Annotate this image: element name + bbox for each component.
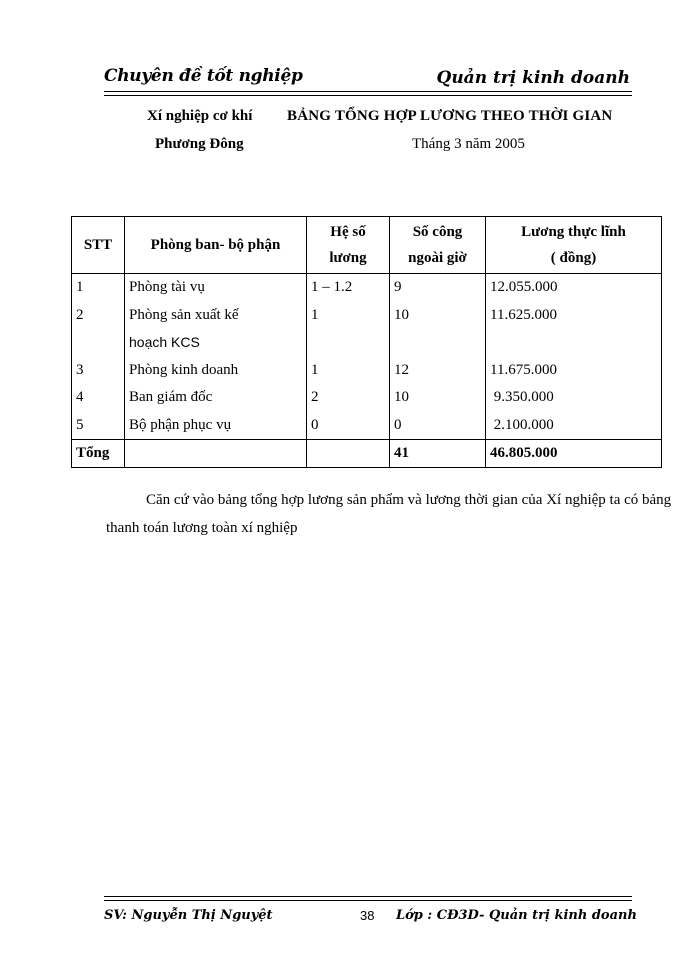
table-total-row [72,440,662,468]
header-left-title: Chuyên đề tốt nghiệp [104,66,303,86]
cell-stt: 5 [72,412,125,440]
header-pay-line1: Lương thực lĩnh [521,224,626,240]
cell-stt: 4 [72,384,125,412]
header-coef [307,217,390,274]
header-coef-line1: Hệ số [330,224,366,240]
cell-coef: 1 – 1.2 [307,274,390,302]
footer-page-number: 38 [360,908,375,923]
salary-table [71,216,662,468]
cell-ot: 9 [390,274,486,302]
cell-coef: 1 [307,357,390,385]
cell-dept [125,302,307,357]
cell-dept: Ban giám đốc [125,384,307,412]
body-paragraph: Căn cứ vào bảng tổng hợp lương sản phẩm và lương thời gian của Xí nghiệp ta có bảng thanh toán lương toàn xí nghiệp [106,492,672,536]
cell-pay: 12.055.000 [486,274,662,302]
header-dept: Phòng ban- bộ phận [125,217,307,274]
table-row [72,274,662,302]
table-header-row [72,217,662,274]
cell-ot: 0 [390,412,486,440]
footer-rule-top [104,896,632,897]
report-title: BẢNG TỔNG HỢP LƯƠNG THEO THỜI GIAN [287,108,613,124]
cell-ot: 10 [390,384,486,412]
footer-rule-bottom [104,900,632,901]
header-coef-line2: lương [329,250,367,266]
report-period: Tháng 3 năm 2005 [412,136,525,152]
header-rule-bottom [104,95,632,96]
total-label: Tổng [72,440,125,468]
cell-pay: 11.675.000 [486,357,662,385]
table-row [72,412,662,440]
header-stt: STT [72,217,125,274]
cell-ot: 10 [390,302,486,357]
cell-dept-line1: Phòng sản xuất kế [129,306,239,323]
cell-stt: 2 [72,302,125,357]
cell-dept: Phòng kinh doanh [125,357,307,385]
table-row [72,302,662,357]
header-pay [486,217,662,274]
company-name-line1: Xí nghiệp cơ khí [147,108,253,124]
company-name-line2: Phương Đông [155,136,244,152]
table-row [72,384,662,412]
total-pay: 46.805.000 [486,440,662,468]
cell-dept-line2: hoạch KCS [129,334,200,350]
header-ot-line1: Số công [412,224,463,240]
footer-student: SV: Nguyễn Thị Nguyệt [104,908,273,923]
cell-coef: 2 [307,384,390,412]
cell-stt: 1 [72,274,125,302]
cell-coef: 0 [307,412,390,440]
header-rule-top [104,91,632,92]
cell-pay: 9.350.000 [486,384,662,412]
total-empty-coef [307,440,390,468]
total-empty-dept [125,440,307,468]
footer-class: Lớp : CĐ3D- Quản trị kinh doanh [396,908,637,923]
header-right-title: Quản trị kinh doanh [436,68,630,88]
header-overtime [390,217,486,274]
total-ot: 41 [390,440,486,468]
table-row [72,357,662,385]
cell-ot: 12 [390,357,486,385]
header-ot-line2: ngoài giờ [408,250,467,266]
header-pay-line2: ( đồng) [550,250,597,266]
cell-dept: Phòng tài vụ [125,274,307,302]
cell-dept: Bộ phận phục vụ [125,412,307,440]
cell-pay: 2.100.000 [486,412,662,440]
cell-pay: 11.625.000 [486,302,662,357]
cell-coef: 1 [307,302,390,357]
cell-stt: 3 [72,357,125,385]
